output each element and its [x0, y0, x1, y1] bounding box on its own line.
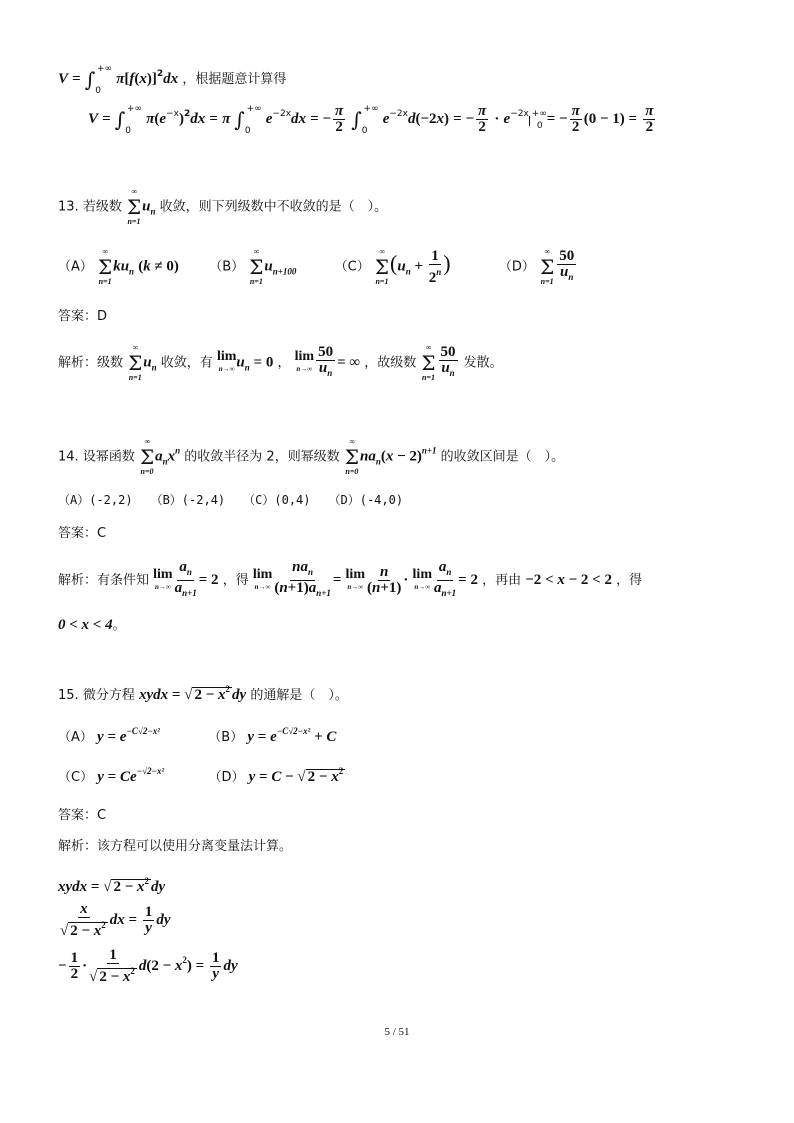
question-15-analysis: 解析：该方程可以使用分离变量法计算。 — [58, 839, 293, 854]
question-13-analysis: 解析：级数 ∞ Σ n=1 $u_n$ 收敛，有 lim n→∞ $u_n = 0$ ， lim n→∞ $\frac{50}{u_n}$ = ∞ ，故级数 ∞ Σ n=1 $\frac{50}{u_n}$ 发散。 — [58, 343, 503, 382]
question-13-post: 收敛，则下列级数中不收敛的是（ ）。 — [159, 199, 388, 215]
question-14-options: （A）(-2,2) （B）(-2,4) （C）(0,4) （D）(-4,0) — [58, 493, 404, 507]
question-14-result: 0 < x < 4。 — [58, 617, 126, 633]
volume-formula-line: $V = \int_0^{+\infty}$ $\pi[f(x)]^2dx$ ，根据题意计算得 — [58, 64, 287, 96]
question-13-answer: 答案：D — [58, 309, 108, 324]
question-14-answer: 答案：C — [58, 526, 107, 541]
question-14-analysis: 解析：有条件知 lim n→∞ $\frac{a_n}{a_{n+1}}$ = 2 ，得 lim n→∞ $\frac{na_n}{(n+1)a_{n+1}}$ = lim n→∞ $\frac{n}{(n+1)}$ · lim n→∞ $\frac{a_n}{a_{n+1}}$ = 2 ，再由 −2 < x − 2 < 2 ，得 — [58, 559, 643, 598]
option-a-label: （A） — [58, 730, 93, 745]
option-b-label: （B） — [209, 259, 245, 275]
option-a-label: （A） — [58, 259, 93, 275]
option-d-label: （D） — [498, 259, 535, 275]
solution-step-2: $\frac{x}{√ 2 - x^2}$ dx = $\frac{1}{y}$ dy — [60, 901, 171, 939]
solution-step-3: − $\frac{1}{2}$ · $\frac{1}{√ 2 - x^2}$ $d(2 - x^2)$ = $\frac{1}{y}$ dy — [58, 947, 238, 985]
question-15-options-ab: （A） $y = e^{-C√2-x^2}$ （B） $y = e^{-C√2-x^2} + C$ — [58, 726, 337, 745]
question-15-options-cd: （C） $y = Ce^{-√2-x^2}$ （D） y = C − √ $2 - x^2$ — [58, 766, 344, 785]
question-13-number: 13. — [58, 199, 79, 215]
page-number: 5 / 51 — [384, 1026, 410, 1038]
question-15-number: 15. — [58, 688, 79, 703]
question-15: 15. 微分方程 xydx = √ $2 - x^2$ dy 的通解是（ ）。 — [58, 684, 348, 703]
volume-calculation: $V = \int_0^{+\infty}$ $\pi(e^{-x})^2dx = \pi$ $\int_0^{+\infty}$ $e^{-2x}dx$ = − $\frac{\pi}{2}$ $\int_0^{+\infty}$ $e^{-2x}d(-2x)$ = − $\frac{\pi}{2}$ · $e^{-2x} +\infty 0$ = − $\frac{\pi}{2}$ (0 − 1) = $\frac{\pi}{2}$ — [88, 103, 654, 136]
question-13-pre: 若级数 — [82, 199, 122, 215]
question-14: 14. 设幂函数 ∞ Σ n=0 $a_nx^n$ 的收敛半径为 2，则幂级数 ∞ Σ n=0 $na_n(x - 2)^{n+1}$ 的收敛区间是（ ）。 — [58, 437, 565, 476]
question-13-options: （A） ∞ Σ n=1 $ku_n$ (k ≠ 0) （B） ∞ Σ n=1 $u_{n+100}$ （C） ∞ Σ n=1 ($u_n$ + $\frac{1}{2^n}$ ) （D） ∞ Σ n=1 $\frac{50}{u_n}$ — [58, 247, 575, 286]
solution-step-1: xydx = √ $2 - x^2$ dy — [58, 876, 166, 895]
sum-symbol: ∞ Σ n=1 — [126, 187, 142, 226]
option-b-label: （B） — [208, 730, 244, 745]
question-13: 13. 若级数 ∞ Σ n=1 $u_n$ 收敛，则下列级数中不收敛的是（ ）。 — [58, 187, 388, 226]
option-c-label: （C） — [58, 770, 94, 785]
question-15-answer: 答案：C — [58, 808, 107, 823]
question-14-number: 14. — [58, 449, 79, 465]
option-c-label: （C） — [334, 259, 370, 275]
option-d-label: （D） — [208, 770, 245, 785]
volume-intro-text: ，根据题意计算得 — [182, 72, 287, 87]
